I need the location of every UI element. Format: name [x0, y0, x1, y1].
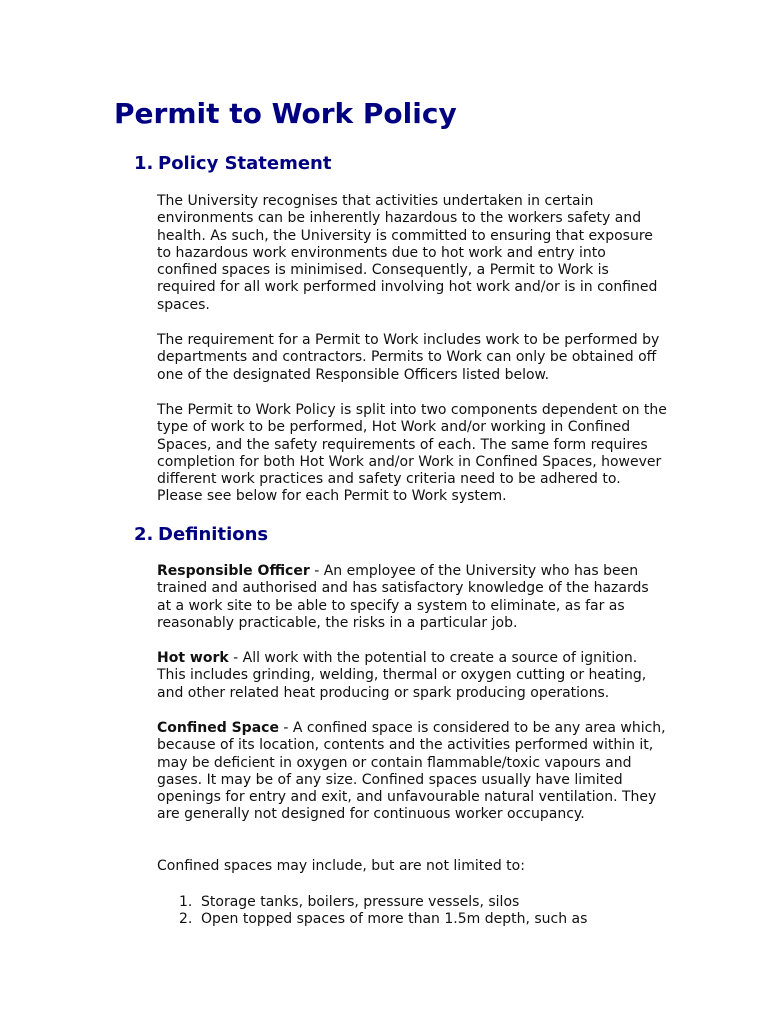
list-item-text: Open topped spaces of more than 1.5m depth, such as	[201, 911, 588, 928]
list-item	[157, 911, 677, 928]
page-title: Permit to Work Policy	[114, 97, 457, 130]
list-item-marker: 2.	[179, 911, 193, 928]
definition-text: An employee of the University who has been trained and authorised and has satisfactory knowledge of the hazards at a work site to be able to specify a system to eliminate, as far as reasonably practicable, the risks in a particular job.	[157, 563, 649, 631]
confined-spaces-list	[157, 894, 677, 929]
policy-paragraph-2: The requirement for a Permit to Work includes work to be performed by departments and contractors. Permits to Work can only be obtained off one of the designated Responsible Officers listed below.	[157, 332, 660, 383]
section-heading-definitions	[134, 523, 268, 547]
definition-term: Confined Space	[157, 720, 279, 736]
definition-term: Hot work	[157, 650, 229, 666]
section-number: 1.	[134, 153, 154, 174]
definition-separator: -	[228, 650, 243, 666]
definition-separator: -	[309, 563, 324, 579]
section-number: 2.	[134, 524, 154, 545]
confined-spaces-list-intro: Confined spaces may include, but are not limited to:	[157, 858, 525, 874]
list-item	[157, 894, 677, 911]
list-item-text: Storage tanks, boilers, pressure vessels, silos	[201, 894, 520, 910]
section-title: Policy Statement	[158, 153, 332, 174]
definition-confined-space	[157, 720, 667, 824]
policy-paragraph-3: The Permit to Work Policy is split into two components dependent on the type of work to be performed, Hot Work and/or working in Confined Spaces, and the safety requirements of each. The same form requires completion for both Hot Work and/or Work in Confined Spaces, however different work practices and safety criteria need to be adhered to. Please see below for each Permit to Work system.	[157, 402, 667, 505]
definition-responsible-officer	[157, 563, 667, 632]
definition-text: A confined space is considered to be any area which, because of its location, contents and the activities performed within it, may be deficient in oxygen or contain flammable/toxic vapours and gases. It may be of any size. Confined spaces usually have limited openings for entry and exit, and unfavourable natural ventilation. They are generally not designed for continuous worker occupancy.	[157, 720, 666, 823]
definition-term: Responsible Officer	[157, 563, 310, 579]
definition-text: All work with the potential to create a source of ignition. This includes grinding, welding, thermal or oxygen cutting or heating, and other related heat producing or spark producing operations.	[157, 650, 647, 701]
section-heading-policy-statement	[134, 152, 331, 176]
definition-separator: -	[278, 720, 293, 736]
policy-paragraph-1: The University recognises that activities undertaken in certain environments can be inherently hazardous to the workers safety and health. As such, the University is committed to ensuring that exposure to hazardous work environments due to hot work and entry into confined spaces is minimised. Consequently, a Permit to Work is required for all work performed involving hot work and/or is in confined spaces.	[157, 193, 658, 313]
definition-hot-work	[157, 650, 667, 702]
section-title: Definitions	[158, 524, 269, 545]
list-item-marker: 1.	[179, 894, 193, 910]
